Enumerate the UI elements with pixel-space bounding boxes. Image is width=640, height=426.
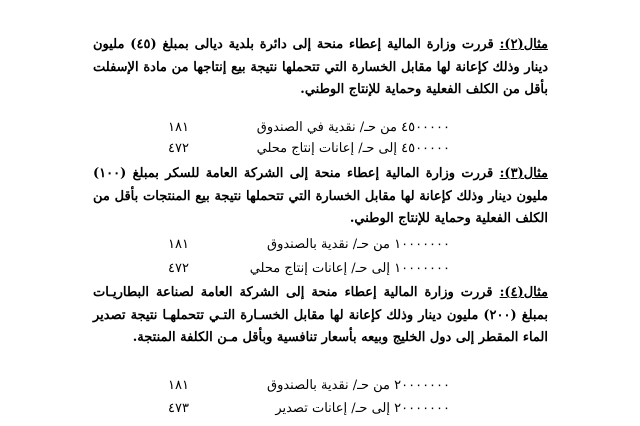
- example-4-text: قررت وزارة المالية إعطاء منحة إلى الشركة العامة لصناعة البطاريـات بمبلغ (٢٠٠) مليون دينار وذلك كإعانة لها مقابل الخسـارة التـي تتحملهـا نتيجة تصدير الماء المقطر إلى دول الخليج وبيعه بأسعار تنافسية وبأقل مـن الكلفة المنتجة.: [93, 285, 548, 345]
- entry-line: ٤٥٠٠٠٠٠ إلى حـ/ إعانات إنتاج محلي: [256, 141, 450, 156]
- entry-line: ٢٠٠٠٠٠٠٠ من حـ/ نقدية بالصندوق: [266, 378, 450, 393]
- example-2-text: قررت وزارة المالية إعطاء منحة إلى دائرة بلدية ديالى بمبلغ (٤٥) مليون دينار وذلك كإعانة لها مقابل الخسارة التي تتحملها نتيجة بيع إنتاجها من مادة الإسفلت بأقل من الكلف الفعلية وحماية للإنتاج الوطني.: [93, 37, 548, 97]
- example-3-paragraph: [93, 163, 548, 231]
- account-number: ١٨١: [168, 237, 189, 252]
- account-number: ٤٧٢: [168, 141, 189, 156]
- example-2-paragraph: [93, 34, 548, 102]
- example-3-text: قررت وزارة المالية إعطاء منحة إلى الشركة العامة للسكر بمبلغ (١٠٠) مليون دينار وذلك كإعانة لها مقابل الخسارة التي تتحملها نتيجة بيع المنتجات بأقل من الكلف الفعلية وحماية للإنتاج الوطني.: [93, 166, 548, 226]
- example-3-entry-debit: [0, 237, 640, 255]
- example-4-paragraph: [93, 282, 548, 350]
- example-3-entry-credit: [0, 261, 640, 279]
- entry-line: ١٠٠٠٠٠٠٠ من حـ/ نقدية بالصندوق: [266, 237, 450, 252]
- account-number: ٤٧٢: [168, 261, 189, 276]
- entry-line: ١٠٠٠٠٠٠٠ إلى حـ/ إعانات إنتاج محلي: [249, 261, 450, 276]
- example-4-entry-credit: [0, 401, 640, 419]
- example-3-label: مثال(٣):: [499, 166, 548, 181]
- example-4-entry-debit: [0, 378, 640, 396]
- example-2-entry-debit: [0, 120, 640, 138]
- entry-line: ٤٥٠٠٠٠٠ من حـ/ نقدية في الصندوق: [256, 120, 450, 135]
- account-number: ١٨١: [168, 120, 189, 135]
- account-number: ١٨١: [168, 378, 189, 393]
- example-2-label: مثال(٢):: [499, 37, 548, 52]
- example-4-label: مثال(٤):: [499, 285, 548, 300]
- entry-line: ٢٠٠٠٠٠٠٠ إلى حـ/ إعانات تصدير: [275, 401, 450, 416]
- account-number: ٤٧٣: [168, 401, 189, 416]
- example-2-entry-credit: [0, 141, 640, 159]
